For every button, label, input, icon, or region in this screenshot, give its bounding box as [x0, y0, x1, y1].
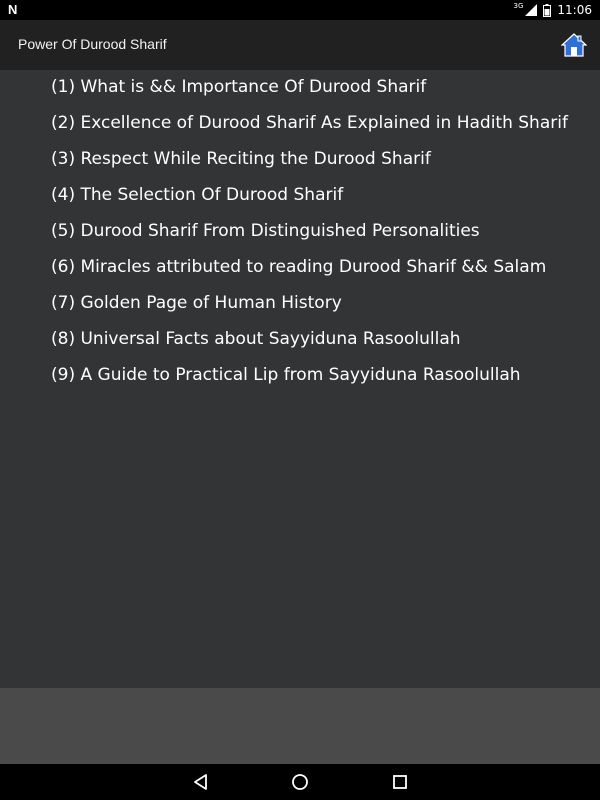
battery-icon — [543, 4, 551, 17]
home-button[interactable] — [561, 32, 587, 58]
list-item[interactable]: (3) Respect While Reciting the Durood Sharif — [51, 149, 431, 169]
app-bar — [0, 20, 600, 70]
back-button[interactable] — [190, 772, 212, 792]
notification-n-icon: N — [8, 2, 18, 17]
recents-button[interactable] — [389, 772, 411, 792]
topics-list — [0, 70, 600, 688]
list-item[interactable]: (1) What is && Importance Of Durood Sharif — [51, 77, 427, 97]
signal-type-label: 3G — [513, 2, 524, 10]
status-bar — [0, 0, 600, 20]
home-nav-button[interactable] — [289, 772, 311, 792]
home-icon — [561, 32, 587, 58]
list-item[interactable]: (2) Excellence of Durood Sharif As Explained in Hadith Sharif — [51, 113, 568, 133]
list-item[interactable]: (6) Miracles attributed to reading Durood Sharif && Salam — [51, 257, 547, 277]
list-item[interactable]: (5) Durood Sharif From Distinguished Personalities — [51, 221, 480, 241]
bottom-panel — [0, 688, 600, 764]
status-time: 11:06 — [557, 3, 592, 17]
list-item[interactable]: (8) Universal Facts about Sayyiduna Rasoolullah — [51, 329, 461, 349]
back-triangle-icon — [190, 772, 212, 792]
home-circle-icon — [289, 772, 311, 792]
list-item[interactable]: (7) Golden Page of Human History — [51, 293, 342, 313]
navigation-bar — [0, 764, 600, 800]
list-item[interactable]: (4) The Selection Of Durood Sharif — [51, 185, 344, 205]
recents-square-icon — [389, 772, 411, 792]
app-title: Power Of Durood Sharif — [18, 36, 167, 52]
status-icons — [514, 0, 592, 20]
list-item[interactable]: (9) A Guide to Practical Lip from Sayyiduna Rasoolullah — [51, 365, 521, 385]
signal-icon — [525, 4, 537, 16]
